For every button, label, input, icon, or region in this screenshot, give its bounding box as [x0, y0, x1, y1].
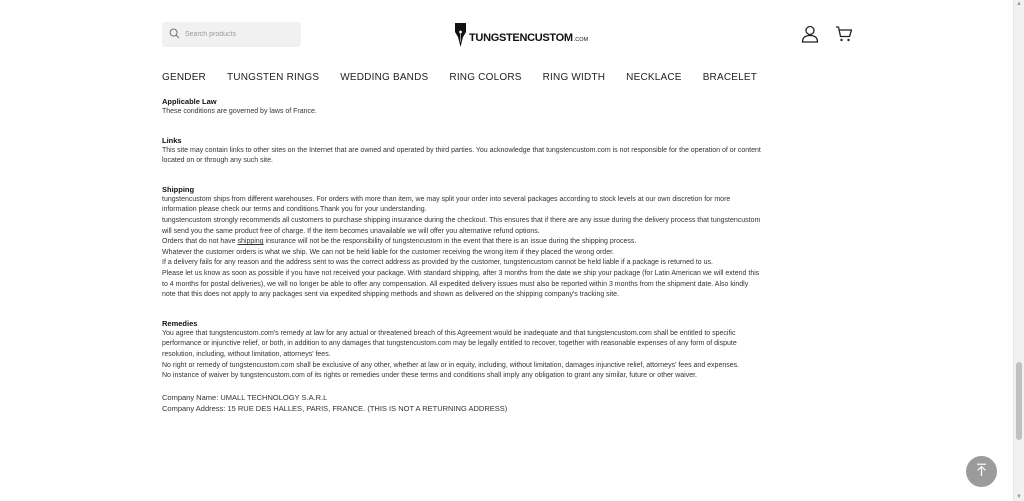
company-name: Company Name: UMALL TECHNOLOGY S.A.R.L [162, 392, 328, 402]
back-to-top-button[interactable] [966, 456, 997, 487]
scroll-up-icon[interactable]: ▲ [1016, 1, 1022, 7]
terms-content [162, 96, 850, 414]
section-text: tungstencustom strongly recommends all customers to purchase shipping insurance during the checkout. This ensures that if there are any issue during the delivery process that tungstencustom [162, 216, 761, 224]
nav-ring-width[interactable]: RING WIDTH [542, 72, 606, 83]
search-bar[interactable] [162, 22, 301, 47]
applicable-law-section [162, 96, 850, 118]
remedies-section [162, 318, 850, 382]
nav-wedding-bands[interactable]: WEDDING BANDS [340, 72, 429, 83]
section-title: Remedies [162, 318, 198, 328]
section-title: Applicable Law [162, 97, 217, 106]
section-text: resolution, including, without limitation, attorneys' fees. [162, 350, 331, 358]
text-fragment: insurance will not be the responsibility of tungstencustom in the event that there is an issue during the shipping process. [263, 238, 637, 246]
main-nav [162, 72, 778, 83]
section-text [162, 237, 850, 248]
shipping-section [162, 184, 850, 301]
section-text: note that this does not apply to any packages sent via expedited shipping methods and shown as delivered on the shipping company's tracking site. [162, 291, 620, 299]
company-address: Company Address: 15 RUE DES HALLES, PARIS, FRANCE. (THIS IS NOT A RETURNING ADDRESS) [162, 403, 508, 413]
arrow-up-icon [975, 463, 988, 481]
section-text: These conditions are governed by laws of France. [162, 108, 317, 115]
user-icon[interactable] [801, 25, 819, 43]
pen-nib-logo-icon [453, 22, 468, 48]
search-icon[interactable] [169, 26, 180, 44]
section-text: If a delivery fails for any reason and the address sent to was the correct address as provided by the customer, tungstencustom cannot be held liable if a package is returned to us. [162, 259, 713, 267]
section-title: Shipping [162, 184, 195, 194]
nav-necklace[interactable]: NECKLACE [626, 72, 682, 83]
cart-icon[interactable] [835, 25, 853, 43]
section-text: information please check our terms and conditions.Thank you for your understanding. [162, 206, 427, 214]
section-text: Please let us know as soon as possible if you have not received your package. With standard shipping, after 3 months from the date we ship your package (for Latin American we will extend this [162, 269, 760, 277]
nav-bracelet[interactable]: BRACELET [702, 72, 758, 83]
page-scrollbar[interactable] [1013, 0, 1024, 501]
section-title: Links [162, 135, 182, 145]
section-text: No instance of waiver by tungstencustom.com of its rights or remedies under these terms and conditions shall imply any obligation to grant any similar, future or other waiver. [162, 372, 697, 380]
text-fragment: Orders that do not have [162, 238, 238, 246]
nav-tungsten-rings[interactable]: TUNGSTEN RINGS [226, 72, 320, 83]
nav-ring-colors[interactable]: RING COLORS [449, 72, 522, 83]
search-input[interactable] [185, 31, 295, 38]
section-text: performance or injunctive relief, or both, in addition to any damages that tungstencustom.com may be legally entitled to recover, together with reasonable expenses of any form of dispute [162, 340, 737, 348]
section-text: This site may contain links to other sites on the Internet that are owned and operated by third parties. You acknowledge that tungstencustom.com is not responsible for the operation of or content [162, 146, 761, 154]
nav-gender[interactable]: GENDER [162, 72, 206, 83]
section-text: Whatever the customer orders is what we ship. We can not be held liable for the customer receiving the wrong item if they placed the wrong order. [162, 248, 614, 256]
logo-text: TUNGSTENCUSTOM [469, 32, 573, 44]
section-text: tungstencustom ships from different warehouses. For orders with more than item, we may split your order into several packages according to stock levels at our own discretion for more [162, 195, 731, 203]
section-text: No right or remedy of tungstencustom.com shall be exclusive of any other, whether at law or in equity, including, without limitation, damages injunctive relief, attorneys' fees and expenses. [162, 361, 740, 369]
section-text: You agree that tungstencustom.com's remedy at law for any actual or threatened breach of this Agreement would be inadequate and that tungstencustom.com shall be entitled to specific [162, 329, 736, 337]
section-text: located on or through any such site. [162, 157, 273, 165]
scroll-down-icon[interactable]: ▼ [1016, 494, 1022, 500]
section-text: to 4 months for postal deliveries), we will no longer be able to offer any compensation. All expedited delivery issues must also be reported within 3 months from the shipment date. Also kindly [162, 280, 749, 288]
links-section [162, 135, 850, 167]
section-text: will send you the same product free of charge. If the item becomes unavailable we will offer you alternative refund options. [162, 227, 540, 235]
site-logo[interactable] [453, 20, 588, 50]
logo-tld: .COM [573, 37, 589, 43]
scrollbar-thumb[interactable] [1016, 362, 1022, 440]
shipping-link[interactable]: shipping [237, 238, 264, 246]
company-info [162, 392, 850, 414]
